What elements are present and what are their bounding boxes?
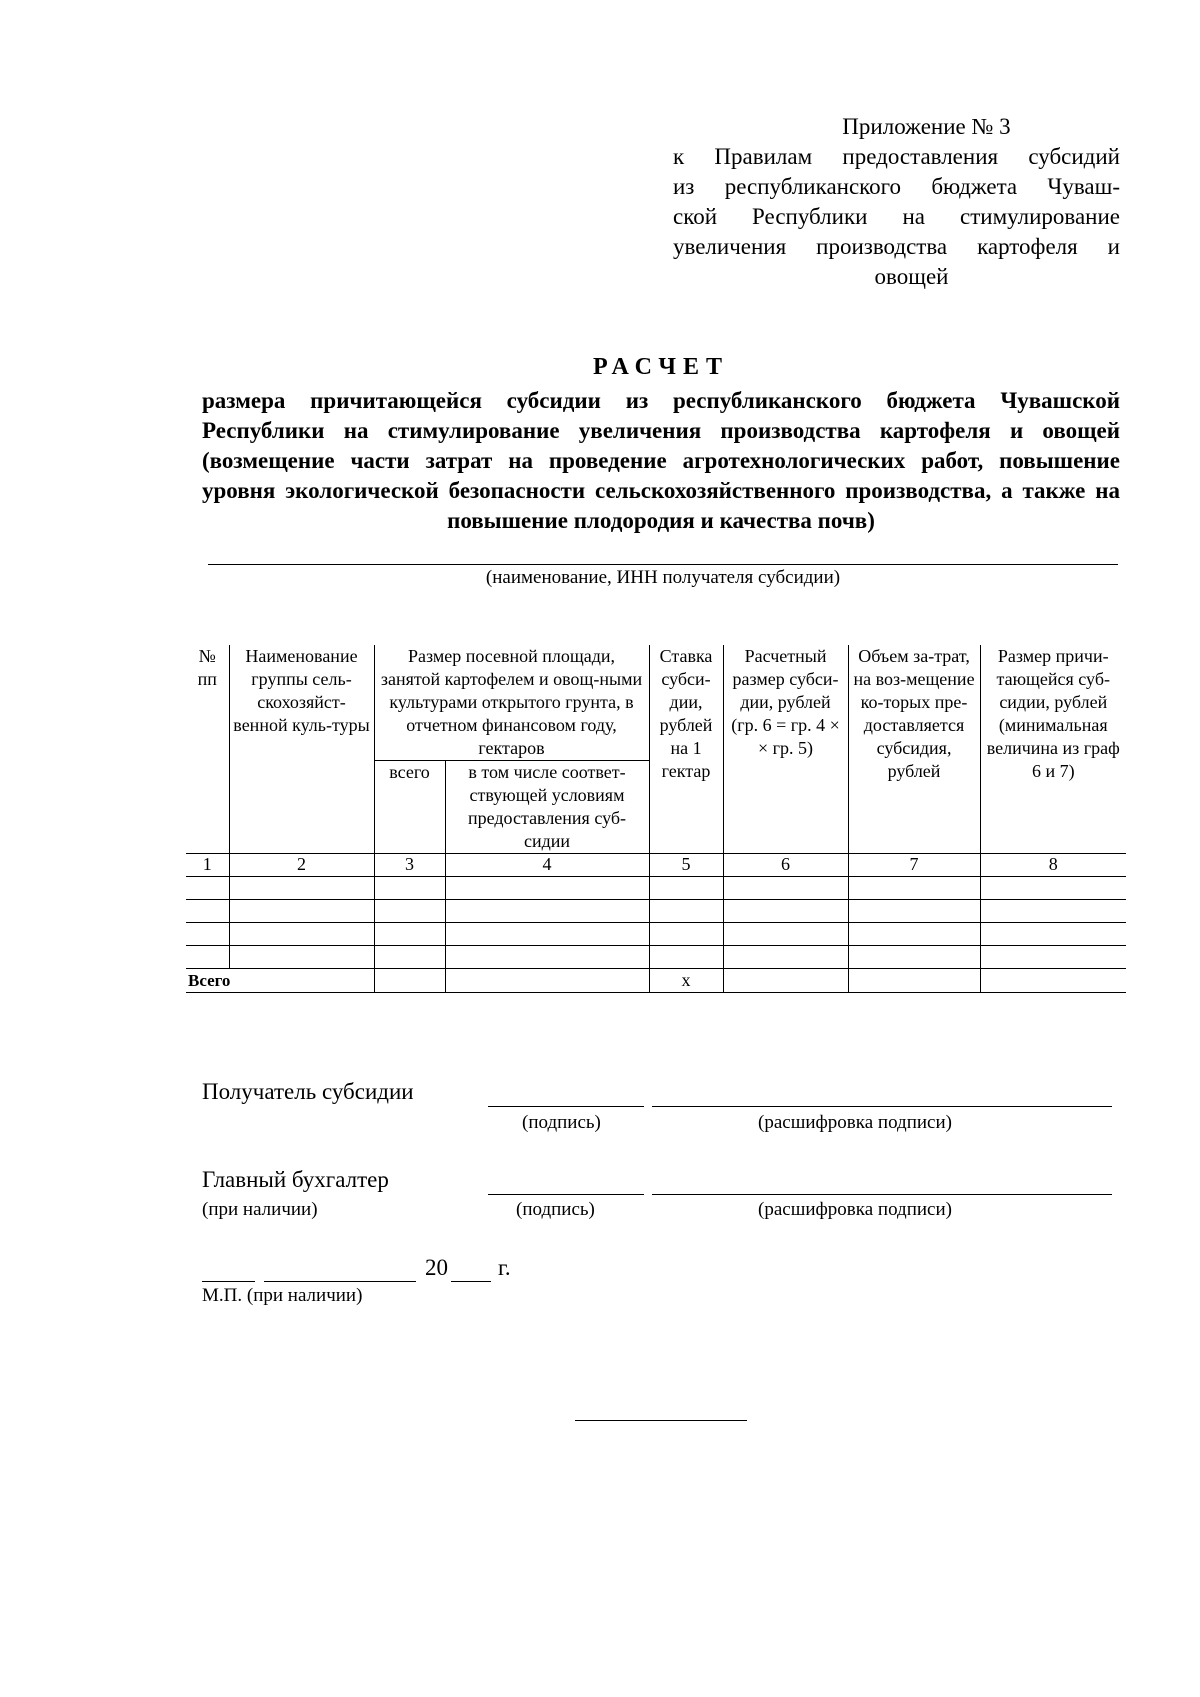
- header-rate: Ставка субси-дии, рублей на 1 гектар: [649, 645, 723, 854]
- table-row: [186, 900, 1126, 923]
- column-number: 7: [848, 854, 980, 877]
- annex-line: ской Республики на стимулирование: [673, 204, 1120, 229]
- total-row: [186, 969, 1126, 993]
- date-year-prefix: 20: [425, 1255, 448, 1280]
- recipient-caption: (наименование, ИНН получателя субсидии): [485, 567, 841, 588]
- table-row: [186, 946, 1126, 969]
- total-label: Всего: [186, 969, 374, 993]
- annex-block: [673, 112, 1120, 292]
- recipient-label: Получатель субсидии: [202, 1079, 414, 1104]
- annex-line: увеличения производства картофеля и: [673, 234, 1120, 259]
- accountant-decode-line: [652, 1194, 1112, 1195]
- header-area-total: всего: [374, 761, 445, 854]
- accountant-label: Главный бухгалтер: [202, 1167, 389, 1192]
- accountant-signature-caption: (подпись): [516, 1199, 595, 1220]
- document-subtitle: размера причитающейся субсидии из республиканского бюджета Чувашской Республики на стимулирование увеличения производства картофеля и овощей (возмещение части затрат на проведение агротехнологических работ, повышение уровня экологической безопасности сельскохозяйственного производства, а также на повышение плодородия и качества почв): [202, 388, 1120, 533]
- date-month-line: [264, 1281, 416, 1282]
- recipient-name-line: [208, 564, 1118, 565]
- header-costs: Объем за-трат, на воз-мещение ко-торых пре-доставляется субсидия, рублей: [848, 645, 980, 854]
- column-number: 6: [723, 854, 848, 877]
- accountant-signature-line: [488, 1194, 644, 1195]
- document-title: РАСЧЕТ: [592, 354, 730, 380]
- annex-line: овощей: [874, 264, 949, 289]
- accountant-decode-caption: (расшифровка подписи): [758, 1199, 952, 1220]
- column-number: 4: [445, 854, 649, 877]
- table-row: [186, 877, 1126, 900]
- annex-number: Приложение № 3: [842, 114, 1011, 139]
- document-heading: [202, 352, 1120, 536]
- header-area-group: Размер посевной площади, занятой картофелем и овощ-ными культурами открытого грунта, в отчетном финансовом году, гектаров: [374, 645, 649, 761]
- column-number: 5: [649, 854, 723, 877]
- header-area-eligible: в том числе соответ-ствующей условиям предоставления суб-сидии: [445, 761, 649, 854]
- document-end-line: [575, 1420, 747, 1421]
- column-number: 8: [980, 854, 1126, 877]
- recipient-decode-caption: (расшифровка подписи): [758, 1112, 952, 1133]
- header-culture-group: Наименование группы сель-скохозяйст-венной куль-туры: [229, 645, 374, 854]
- calculation-table: [186, 645, 1126, 993]
- header-number: № пп: [186, 645, 229, 854]
- date-day-line: [202, 1281, 255, 1282]
- annex-line: к Правилам предоставления субсидий: [673, 144, 1120, 169]
- date-year-suffix: г.: [498, 1255, 511, 1280]
- column-numbers-row: [186, 854, 1126, 877]
- seal-note: М.П. (при наличии): [202, 1285, 363, 1306]
- header-calculated-subsidy: Расчетный размер субси-дии, рублей (гр. 6 = гр. 4 × × гр. 5): [723, 645, 848, 854]
- table-row: [186, 923, 1126, 946]
- column-number: 3: [374, 854, 445, 877]
- recipient-signature-caption: (подпись): [522, 1112, 601, 1133]
- accountant-note: (при наличии): [202, 1199, 318, 1220]
- header-due-subsidy: Размер причи-тающейся суб-сидии, рублей (минимальная величина из граф 6 и 7): [980, 645, 1126, 854]
- date-year-line: [451, 1281, 491, 1282]
- recipient-decode-line: [652, 1106, 1112, 1107]
- annex-line: из республиканского бюджета Чуваш-: [673, 174, 1120, 199]
- column-number: 1: [186, 854, 229, 877]
- column-number: 2: [229, 854, 374, 877]
- recipient-signature-line: [488, 1106, 644, 1107]
- total-rate-mark: x: [649, 969, 723, 993]
